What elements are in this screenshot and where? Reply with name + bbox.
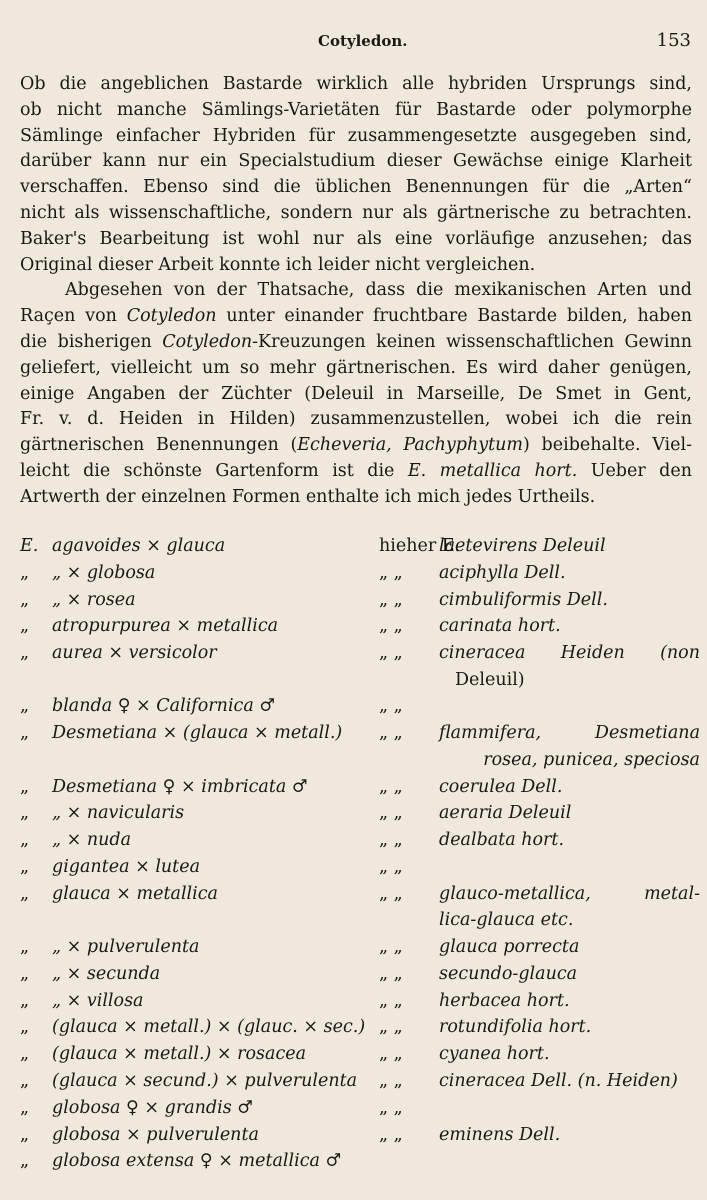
parent-cross: globosa × pulverulenta xyxy=(52,1124,259,1145)
text-line: Ob die angeblichen Bastarde wirklich alle hybriden Ursprungs sind, xyxy=(20,74,692,94)
hybrid-row xyxy=(20,988,700,1015)
hybrid-name: cineracea Dell. (n. Heiden) xyxy=(439,1071,678,1092)
parent-cross: aurea × versicolor xyxy=(52,643,217,664)
hybrid-row xyxy=(20,854,700,881)
page-number: 153 xyxy=(656,30,691,51)
parent-cross: agavoides × glauca xyxy=(52,536,226,556)
hieher-marker: „ „ xyxy=(379,643,403,664)
hybrid-name: coerulea Dell. xyxy=(439,776,563,797)
page-header xyxy=(0,30,707,54)
hybrid-name: rotundifolia hort. xyxy=(439,1017,592,1038)
text-line: nicht als wissenschaftliche, sondern nur als gärtnerische zu betrachten. xyxy=(20,202,692,223)
parent-cross: (glauca × metall.) × (glauc. × sec.) xyxy=(52,1017,366,1038)
parent-cross: „ × villosa xyxy=(52,990,144,1011)
hybrid-list xyxy=(20,533,700,1175)
hieher-marker: „ „ xyxy=(379,616,403,637)
hieher-marker: hieher E. xyxy=(379,536,461,556)
hybrid-row xyxy=(20,613,700,640)
text-segment: gärtnerischen Benennungen ( xyxy=(20,435,298,456)
hieher-marker: „ „ xyxy=(379,937,403,958)
parent-cross: atropurpurea × metallica xyxy=(52,616,279,637)
hybrid-name xyxy=(439,881,700,934)
hieher-marker: „ „ xyxy=(379,856,403,877)
genus-ditto: „ xyxy=(20,883,30,904)
hybrid-row xyxy=(20,1148,700,1175)
hybrid-name: secundo-glauca xyxy=(439,963,578,984)
hybrid-row xyxy=(20,961,700,988)
genus-ditto: „ xyxy=(20,1071,30,1092)
parent-cross: „ × nuda xyxy=(52,830,132,851)
hieher-marker: „ „ xyxy=(379,990,403,1011)
hybrid-row xyxy=(20,800,700,827)
genus-ditto: „ xyxy=(20,723,30,744)
parent-cross: glauca × metallica xyxy=(52,883,218,904)
text-segment: Raçen von xyxy=(20,306,127,327)
text-line: Artwerth der einzelnen Formen enthalte ich mich jedes Urtheils. xyxy=(20,486,596,507)
text-line: verschaffen. Ebenso sind die üblichen Benennungen für die „Arten“ xyxy=(20,177,692,198)
genus-name: Cotyledon xyxy=(126,306,217,327)
parent-cross: Desmetiana × (glauca × metall.) xyxy=(52,723,343,744)
genus-ditto: „ xyxy=(20,937,30,958)
text-segment: leicht die schönste Gartenform ist die xyxy=(20,460,408,481)
hybrid-name xyxy=(439,720,700,773)
parent-cross: „ × pulverulenta xyxy=(52,937,200,958)
text-line: Abgesehen von der Thatsache, dass die mexikanischen Arten und xyxy=(65,280,692,301)
hybrid-row xyxy=(20,827,700,854)
hybrid-row xyxy=(20,934,700,961)
hybrid-name-line: Deleuil) xyxy=(455,669,525,690)
genus-ditto: „ xyxy=(20,830,30,851)
hieher-marker: „ „ xyxy=(379,963,403,984)
text-segment: ) beibehalte. Viel- xyxy=(523,435,693,456)
hybrid-name: laetevirens Deleuil xyxy=(439,536,606,556)
genus-ditto: „ xyxy=(20,1151,30,1172)
hybrid-name-line: lica-glauca etc. xyxy=(439,910,574,931)
parent-cross: gigantea × lutea xyxy=(52,856,201,877)
hybrid-name xyxy=(439,640,700,693)
parent-cross: blanda ♀ × Californica ♂ xyxy=(52,696,276,717)
parent-cross: „ × navicularis xyxy=(52,803,185,824)
parent-cross: globosa extensa ♀ × metallica ♂ xyxy=(52,1151,342,1172)
text-line xyxy=(20,330,692,356)
parent-cross: (glauca × metall.) × rosacea xyxy=(52,1044,307,1065)
parent-cross: globosa ♀ × grandis ♂ xyxy=(52,1097,253,1118)
text-line: ob nicht manche Sämlings-Varietäten für Bastarde oder polymorphe xyxy=(20,99,692,120)
text-line: Original dieser Arbeit konnte ich leider nicht vergleichen. xyxy=(20,254,536,275)
text-line xyxy=(20,433,692,459)
hieher-marker: „ „ xyxy=(379,830,403,851)
hybrid-name-line: flammifera, Desmetiana xyxy=(439,723,700,744)
hybrid-row xyxy=(20,693,700,720)
genus-ditto: „ xyxy=(20,963,30,984)
genus-ditto: „ xyxy=(20,856,30,877)
hybrid-row xyxy=(20,774,700,801)
hybrid-name-line: rosea, punicea, speciosa xyxy=(483,749,700,770)
hybrid-row xyxy=(20,881,700,934)
genus-ditto: „ xyxy=(20,589,30,610)
hybrid-name: aciphylla Dell. xyxy=(439,562,566,583)
text-segment: Ueber den xyxy=(577,460,692,481)
paragraph-2 xyxy=(20,278,692,510)
running-head: Cotyledon. xyxy=(318,32,408,50)
hybrid-row xyxy=(20,1014,700,1041)
hybrid-row xyxy=(20,1122,700,1149)
hybrid-name: cimbuliformis Dell. xyxy=(439,589,608,610)
hybrid-row xyxy=(20,560,700,587)
genus-ditto: „ xyxy=(20,1017,30,1038)
hybrid-row xyxy=(20,587,700,614)
species-name: E. metallica hort. xyxy=(407,460,578,481)
hybrid-row xyxy=(20,640,700,693)
hybrid-name-line: cineracea Heiden (non xyxy=(439,643,700,664)
hieher-marker: „ „ xyxy=(379,1017,403,1038)
hieher-marker: „ „ xyxy=(379,723,403,744)
genus-names: Echeveria, Pachyphytum xyxy=(297,435,524,456)
hybrid-name: glauca porrecta xyxy=(439,937,580,958)
parent-cross: „ × rosea xyxy=(52,589,136,610)
text-line: Baker's Bearbeitung ist wohl nur als eine vorläufige anzusehen; das xyxy=(20,228,692,249)
hieher-marker: „ „ xyxy=(379,1124,403,1145)
hybrid-name: eminens Dell. xyxy=(439,1124,561,1145)
hybrid-name: aeraria Deleuil xyxy=(439,803,572,824)
hybrid-name-line: glauco-metallica, metal- xyxy=(439,883,700,904)
genus-ditto: „ xyxy=(20,696,30,717)
hybrid-name: herbacea hort. xyxy=(439,990,570,1011)
hybrid-row xyxy=(20,1041,700,1068)
hieher-marker: „ „ xyxy=(379,589,403,610)
parent-cross: Desmetiana ♀ × imbricata ♂ xyxy=(52,776,308,797)
hieher-marker: „ „ xyxy=(379,562,403,583)
body-text xyxy=(20,72,692,511)
parent-cross: „ × secunda xyxy=(52,963,161,984)
paragraph-1 xyxy=(20,72,692,278)
parent-cross: (glauca × secund.) × pulverulenta xyxy=(52,1071,358,1092)
hybrid-name: dealbata hort. xyxy=(439,830,565,851)
text-line: Fr. v. d. Heiden in Hilden) zusammenzustellen, wobei ich die rein xyxy=(20,409,692,430)
genus-ditto: „ xyxy=(20,643,30,664)
genus-ditto: „ xyxy=(20,562,30,583)
hybrid-row xyxy=(20,533,700,560)
parent-cross: „ × globosa xyxy=(52,562,156,583)
text-segment: unter einander fruchtbare Bastarde bilden, haben xyxy=(216,306,692,327)
genus-ditto: „ xyxy=(20,990,30,1011)
hieher-marker: „ „ xyxy=(379,1044,403,1065)
hybrid-name: cyanea hort. xyxy=(439,1044,550,1065)
hieher-marker: „ „ xyxy=(379,883,403,904)
genus-ditto: „ xyxy=(20,803,30,824)
text-line: Sämlinge einfacher Hybriden für zusammengesetzte ausgegeben sind, xyxy=(20,125,692,146)
hybrid-row xyxy=(20,1068,700,1095)
text-segment: die bisherigen xyxy=(20,331,163,352)
text-line xyxy=(20,304,692,330)
genus-name: Cotyledon xyxy=(162,331,253,352)
text-segment: -Kreuzungen keinen wissenschaftlichen Gewinn xyxy=(252,331,692,352)
hieher-marker: „ „ xyxy=(379,803,403,824)
genus-ditto: „ xyxy=(20,1044,30,1065)
hybrid-row xyxy=(20,1095,700,1122)
hieher-marker: „ „ xyxy=(379,776,403,797)
text-line: darüber kann nur ein Specialstudium dieser Gewächse einige Klarheit xyxy=(20,151,692,172)
genus-ditto: E. xyxy=(20,536,39,556)
text-line xyxy=(20,459,692,485)
genus-ditto: „ xyxy=(20,1124,30,1145)
hybrid-name: carinata hort. xyxy=(439,616,561,637)
hybrid-row xyxy=(20,720,700,773)
hieher-marker: „ „ xyxy=(379,1097,403,1118)
genus-ditto: „ xyxy=(20,776,30,797)
hieher-marker: „ „ xyxy=(379,1071,403,1092)
hieher-marker: „ „ xyxy=(379,696,403,717)
text-line: geliefert, vielleicht um so mehr gärtnerischen. Es wird daher genügen, xyxy=(20,357,692,378)
genus-ditto: „ xyxy=(20,616,30,637)
text-line: einige Angaben der Züchter (Deleuil in Marseille, De Smet in Gent, xyxy=(20,383,692,404)
genus-ditto: „ xyxy=(20,1097,30,1118)
